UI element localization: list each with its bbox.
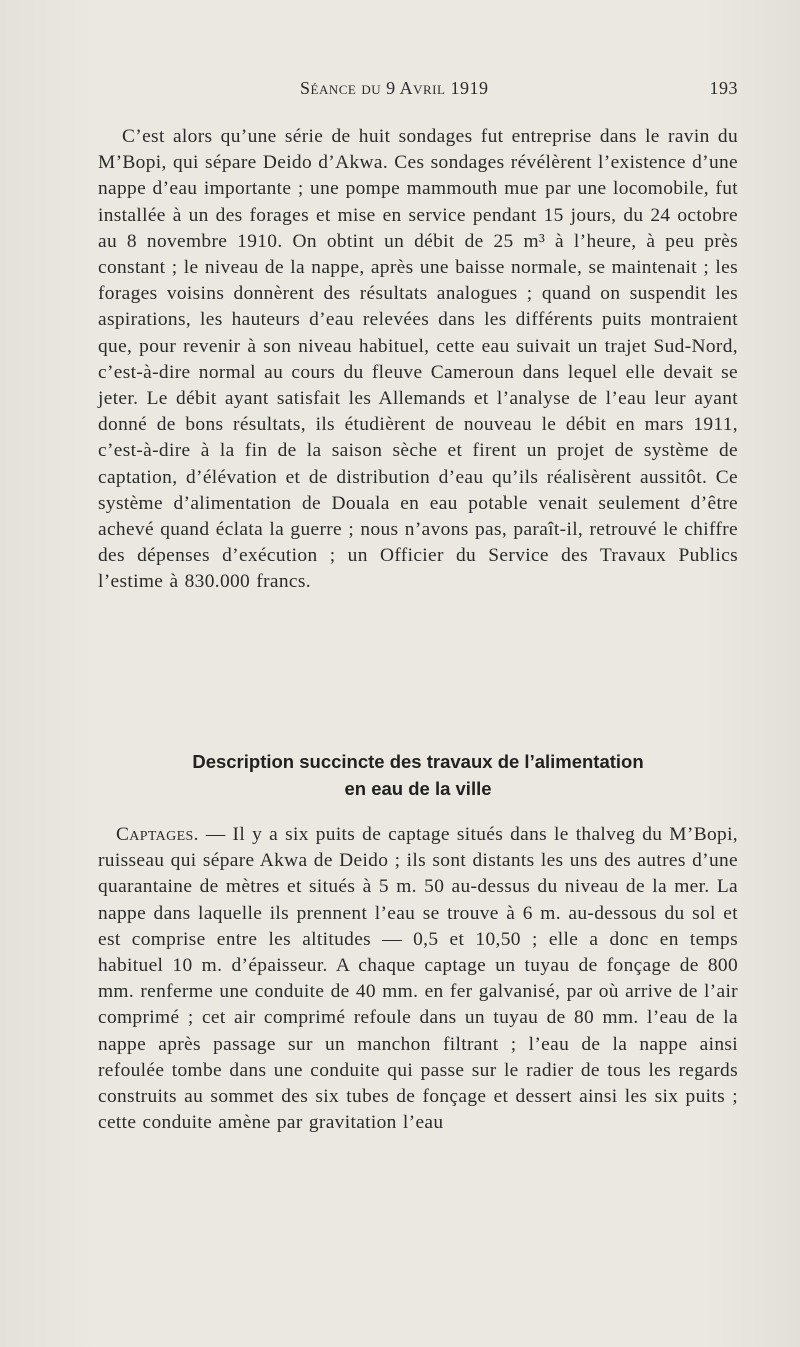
- section-heading-line-1: Description succincte des travaux de l’alimentation: [192, 751, 644, 772]
- page-header: [300, 78, 738, 108]
- paragraph-captages: [98, 822, 738, 1136]
- paragraph-sondages: C’est alors qu’une série de huit sondages fut entreprise dans le ravin du M’Bopi, qui sépare Deido d’Akwa. Ces sondages révélèrent l’existence d’une nappe d’eau importante ; une pompe mammouth mue par une locomobile, fut installée à un des forages et mise en service pendant 15 jours, du 24 octobre au 8 novembre 1910. On obtint un débit de 25 m³ à l’heure, à peu près constant ; le niveau de la nappe, après une baisse normale, se maintenait ; les forages voisins donnèrent des résultats analogues ; quand on suspendit les aspirations, les hauteurs d’eau relevées dans les différents puits montraient que, pour revenir à son niveau habituel, cette eau suivait un trajet Sud-Nord, c’est-à-dire normal au cours du fleuve Cameroun dans lequel elle devait se jeter. Le débit ayant satisfait les Allemands et l’analyse de l’eau leur ayant donné de bons résultats, ils étudièrent de nouveau le débit en mars 1911, c’est-à-dire à la fin de la saison sèche et firent un projet de système de captation, d’élévation et de distribution d’eau qu’ils réalisèrent aussitôt. Ce système d’alimentation de Douala en eau potable venait seulement d’être achevé quand éclata la guerre ; nous n’avons pas, paraît-il, retrouvé le chiffre des dépenses d’exécution ; un Officier du Service des Travaux Publics l’estime à 830.000 francs.: [98, 126, 738, 593]
- paragraph-captages-text: — Il y a six puits de captage situés dans le thalveg du M’Bopi, ruisseau qui sépare Akwa de Deido ; ils sont distants les uns des autres d’une quarantaine de mètres et situés à 5 m. 50 au-dessus du niveau de la mer. La nappe dans laquelle ils prennent l’eau se trouve à 6 m. au-dessous du sol et est comprise entre les altitudes — 0,5 et 10,50 ; elle a donc en temps habituel 10 m. d’épaisseur. A chaque captage un tuyau de fonçage de 800 mm. renferme une conduite de 40 mm. en fer galvanisé, par où arrive de l’air comprimé ; cet air comprimé refoule dans un tuyau de 80 mm. l’eau de la nappe après passage sur un manchon filtrant ; l’eau de la nappe ainsi refoulée tombe dans une conduite qui passe sur le radier de tous les regards construits au sommet des six tubes de fonçage et dessert ainsi les six puits ; cette conduite amène par gravitation l’eau: [98, 824, 738, 1134]
- section-heading-line-2: en eau de la ville: [344, 778, 492, 799]
- section-heading: [98, 748, 738, 802]
- page-number: 193: [709, 78, 738, 98]
- paragraph-lead-captages: Captages.: [116, 824, 199, 845]
- running-title: Séance du 9 Avril 1919: [300, 78, 489, 98]
